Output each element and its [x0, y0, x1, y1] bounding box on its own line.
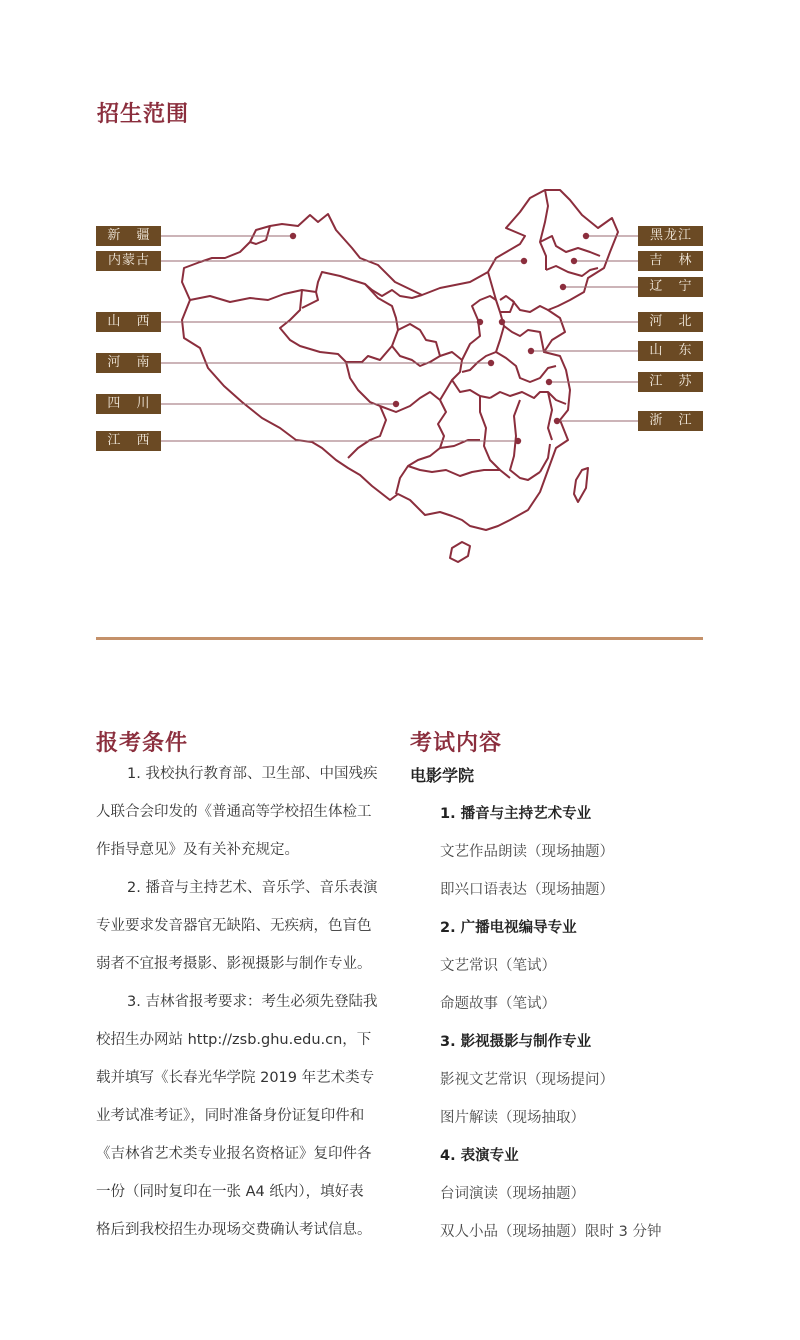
- major-title: 4. 表演专业: [440, 1148, 519, 1164]
- exam-item: 文艺作品朗读（现场抽题）: [440, 844, 614, 860]
- dot-xinjiang: [290, 233, 296, 239]
- text-line: 载并填写《长春光华学院 2019 年艺术类专: [96, 1070, 375, 1086]
- college-name: 电影学院: [410, 766, 475, 785]
- major-title: 1. 播音与主持艺术专业: [440, 806, 592, 822]
- label-jilin: 吉 林: [638, 251, 703, 271]
- scope-title: 招生范围: [97, 102, 190, 127]
- major-title: 2. 广播电视编导专业: [440, 920, 577, 936]
- dot-hebei: [499, 319, 505, 325]
- dot-liaoning: [560, 284, 566, 290]
- label-jiangsu: 江 苏: [638, 372, 703, 392]
- dot-heilongjiang: [583, 233, 589, 239]
- dot-henan: [488, 360, 494, 366]
- text-line: 1. 我校执行教育部、卫生部、中国残疾: [127, 766, 378, 782]
- dot-jiangsu: [546, 379, 552, 385]
- section-divider: [96, 637, 703, 640]
- requirements-body: [96, 755, 396, 1249]
- exam-item: 即兴口语表达（现场抽题）: [440, 882, 614, 898]
- requirement-paragraph-1: [96, 755, 396, 869]
- label-zhejiang: 浙 江: [638, 411, 703, 431]
- text-line: 作指导意见》及有关补充规定。: [96, 842, 299, 858]
- exam-body: [410, 757, 710, 1251]
- map-outline: [182, 190, 618, 562]
- label-jiangxi: 江 西: [96, 431, 161, 451]
- label-henan: 河 南: [96, 353, 161, 373]
- dot-jiangxi: [515, 438, 521, 444]
- requirement-paragraph-2: [96, 869, 396, 983]
- province-dots: [290, 233, 589, 444]
- text-line: 《吉林省艺术类专业报名资格证》复印件各: [96, 1146, 372, 1162]
- china-map: [0, 0, 800, 620]
- exam-item: 台词演读（现场抽题）: [440, 1186, 585, 1202]
- exam-item: 影视文艺常识（现场提问）: [440, 1072, 614, 1088]
- exam-item: 双人小品（现场抽题）限时 3 分钟: [440, 1224, 662, 1240]
- exam-item: 命题故事（笔试）: [440, 996, 556, 1012]
- dot-shandong: [528, 348, 534, 354]
- exam-item: 文艺常识（笔试）: [440, 958, 556, 974]
- text-line: 人联合会印发的《普通高等学校招生体检工: [96, 804, 372, 820]
- dot-sichuan: [393, 401, 399, 407]
- exam-item: 图片解读（现场抽取）: [440, 1110, 585, 1126]
- exam-title: 考试内容: [410, 731, 503, 756]
- requirements-title: 报考条件: [96, 731, 189, 756]
- text-line: 3. 吉林省报考要求：考生必须先登陆我: [127, 994, 378, 1010]
- label-heilongjiang: 黑龙江: [638, 226, 703, 246]
- text-line: 校招生办网站 http://zsb.ghu.edu.cn，下: [96, 1032, 372, 1048]
- dot-jilin: [571, 258, 577, 264]
- dot-zhejiang: [554, 418, 560, 424]
- label-shandong: 山 东: [638, 341, 703, 361]
- text-line: 专业要求发音器官无缺陷、无疾病，色盲色: [96, 918, 372, 934]
- dot-shanxi: [477, 319, 483, 325]
- requirement-paragraph-3: [96, 983, 396, 1249]
- dot-neimenggu: [521, 258, 527, 264]
- label-shanxi: 山 西: [96, 312, 161, 332]
- text-line: 业考试准考证》，同时准备身份证复印件和: [96, 1108, 365, 1124]
- major-title: 3. 影视摄影与制作专业: [440, 1034, 592, 1050]
- label-hebei: 河 北: [638, 312, 703, 332]
- text-line: 弱者不宜报考摄影、影视摄影与制作专业。: [96, 956, 372, 972]
- label-liaoning: 辽 宁: [638, 277, 703, 297]
- label-sichuan: 四 川: [96, 394, 161, 414]
- label-neimenggu: 内蒙古: [96, 251, 161, 271]
- text-line: 一份（同时复印在一张 A4 纸内），填好表: [96, 1184, 364, 1200]
- text-line: 2. 播音与主持艺术、音乐学、音乐表演: [127, 880, 378, 896]
- label-xinjiang: 新 疆: [96, 226, 161, 246]
- text-line: 格后到我校招生办现场交费确认考试信息。: [96, 1222, 372, 1238]
